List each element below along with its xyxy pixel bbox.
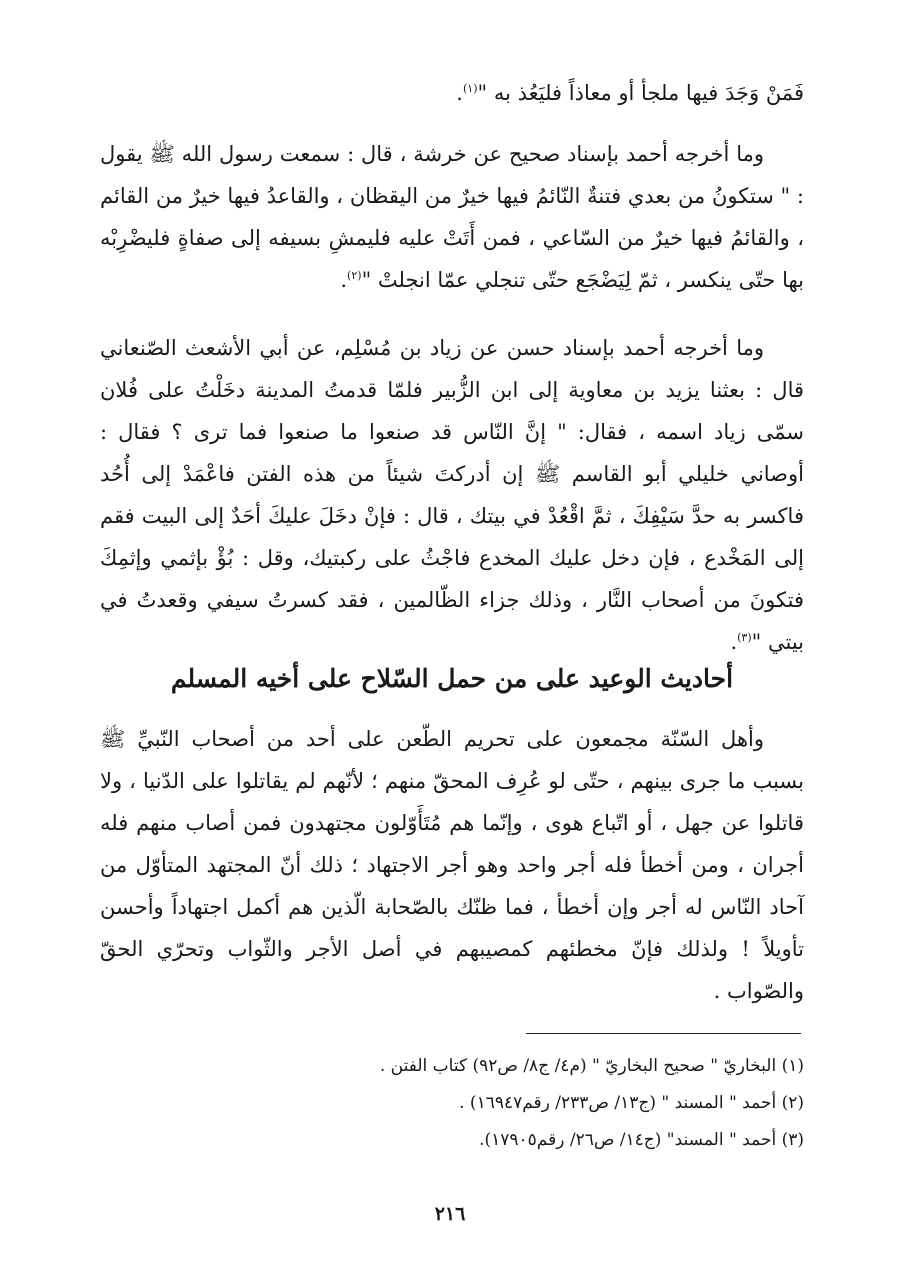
footnotes [100, 1048, 804, 1159]
paragraph-end: . [456, 81, 463, 105]
page-number: ٢١٦ [434, 1203, 466, 1225]
body-paragraph-3 [100, 327, 804, 663]
body-paragraph-1 [100, 72, 804, 114]
paragraph-text: فَمَنْ وَجَدَ فيها ملجأ أو معاذاً فليَعُذ به " [477, 81, 804, 105]
footnote-divider [526, 1033, 801, 1034]
paragraph-end: . [340, 268, 348, 292]
footnote-1: (١) البخاريّ " صحيح البخاريّ " (م٤/ ج٨/ ص٩٢) كتاب الفتن . [379, 1056, 804, 1076]
footnote-ref-3[interactable]: (٣) [737, 631, 752, 644]
section-heading: أحاديث الوعيد على من حمل السّلاح على أخيه المسلم [170, 664, 734, 693]
footnote-ref-1[interactable]: (١) [462, 82, 478, 95]
body-paragraph-2 [100, 133, 804, 301]
footnote-ref-2[interactable]: (٢) [347, 269, 362, 282]
paragraph-end: . [730, 630, 738, 654]
paragraph-text: وما أخرجه أحمد بإسناد حسن عن زياد بن مُسْلِم، عن أبي الأشعث الصّنعاني قال : بعثنا يزيد بن معاوية إلى ابن الزُّبير فلمّا قدمتُ المدينة دخَلْتُ على فُلان سمّى زياد اسمه ، فقال: " إنَّ النّاس قد صنعوا ما صنعوا فما ترى ؟ فقال : أوصاني خليلي أبو القاسم ﷺ إن أدركتَ شيئاً من هذه الفتن فاعْمَدْ إلى أُحُد فاكسر به حدَّ سَيْفِكَ ، ثمَّ اقْعُدْ في بيتك ، قال : فإنْ دخَلَ عليكَ أحَدٌ إلى البيت فقم إلى المَخْدع ، فإن دخل عليك المخدع فاجْثُ على ركبتيك، وقل : بُؤْ بإثمي وإثمِكَ فتكونَ من أصحاب النَّار ، وذلك جزاء الظّالمين ، فقد كسرتُ سيفي وقعدتُ في بيتي " [100, 336, 804, 654]
body-paragraph-4 [100, 718, 804, 1012]
footnote-3: (٣) أحمد " المسند" (ج١٤/ ص٢٦/ رقم١٧٩٠٥). [479, 1130, 804, 1150]
paragraph-text: وأهل السّنّة مجمعون على تحريم الطّعن على أحد من أصحاب النّبيِّ ﷺ بسبب ما جرى بينهم ، حتّى لو عُرِف المحقّ منهم ؛ لأنّهم لم يقاتلوا على الدّنيا ، ولا قاتلوا عن جهل ، أو اتّباع هوى ، وإنّما هم مُتَأَوّلون مجتهدون فمن أصاب منهم فله أجران ، ومن أخطأ فله أجر واحد وهو أجر الاجتهاد ؛ ذلك أنّ المجتهد المتأوّل من آحاد النّاس له أجر وإن أخطأ ، فما ظنّك بالصّحابة الّذين هم أكمل اجتهاداً وأحسن تأويلاً ! ولذلك فإنّ مخطئهم كمصيبهم في أصل الأجر والثّواب وتحرّي الحقّ والصّواب . [100, 727, 804, 1003]
paragraph-text: وما أخرجه أحمد بإسناد صحيح عن خرشة ، قال : سمعت رسول الله ﷺ يقول : " ستكونُ من بعدي فتنةٌ النّائمُ فيها خيرٌ من اليقظان ، والقاعدُ فيها خيرٌ من القائم ، والقائمُ فيها خيرٌ من السّاعي ، فمن أَتَتْ عليه فليمشِ بسيفه إلى صفاةٍ فليضْرِبْه بها حتّى ينكسر ، ثمّ لِيَضْجَع حتّى تنجلي عمّا انجلتْ " [100, 142, 804, 292]
footnote-2: (٢) أحمد " المسند " (ج١٣/ ص٢٣٣/ رقم١٦٩٤٧) . [459, 1093, 804, 1113]
